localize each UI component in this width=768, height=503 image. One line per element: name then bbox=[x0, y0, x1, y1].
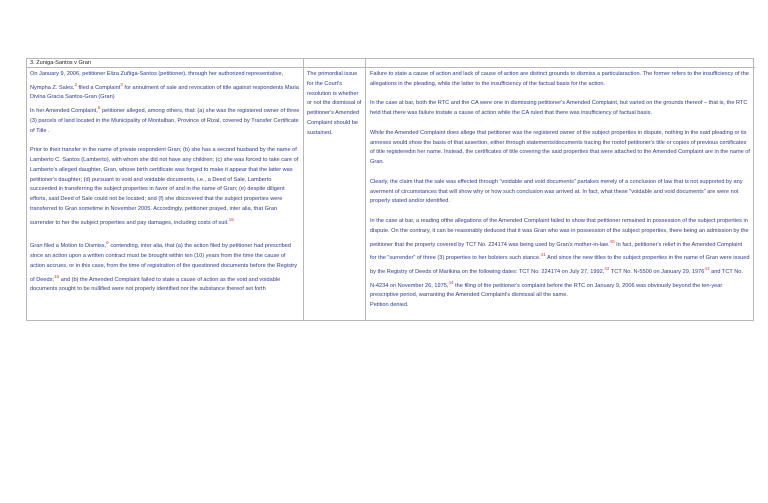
footnote-ref[interactable]: 3 bbox=[120, 81, 123, 87]
facts-paragraph bbox=[30, 70, 300, 103]
header-cell-facts bbox=[27, 59, 304, 68]
facts-text: for annulment of sale and revocation of title against respondents Maria Divina Gracia Santos-Gran (Gran) bbox=[30, 84, 299, 101]
ruling-paragraph: While the Amended Complaint does allege that petitioner was the registered owner of the subject properties in dispute, nothing in the said pleading or its annexes would show the basis of that assertion, either through statements/documents tracing the rootof petitioner's title or copies of previous certificates of title registeredin her name. Instead, the certificates of title covering the said properties that were attached to the Amended Complaint are in the name of Gran. bbox=[370, 129, 750, 166]
paragraph-gap bbox=[30, 137, 300, 147]
ruling-text: and TCT No. N-4234 on November 26, 1975, bbox=[370, 268, 743, 289]
ruling-paragraph bbox=[370, 217, 750, 301]
ruling-paragraph: Clearly, the claim that the sale was effected through "voidable and void documents" partakes merely of a conclusion of law that is not supported by any averment of circumstances that will show why or how such conclusion was arrived at. In fact, what these "voidable and void documents" are were not properly stated and/or identified. bbox=[370, 178, 743, 205]
facts-text: petitioner alleged, among others, that: (a) she was the registered owner of three (3) parcels of land located in the Municipality of Montalban, Province of Rizal, covered by Transfer Certificate of Title . bbox=[30, 108, 300, 134]
header-cell-issue bbox=[304, 59, 366, 68]
facts-text: Prior to their transfer in the name of private respondent Gran; (b) she has a second husband by the name of Lamberto C. Santos (Lamberto), with whom she did not have any children; (c) she was forced to take care of Lamberto's alleged daughter, Gran, whose birth certificate was forged to make it appear that the latter was petitioner's daughter; (d) pursuant to void and voidable documents, i.e., a Deed of Sale, Lamberto succeeded in transferring the subject properties in favor of and in the name of Gran; (e) despite diligent efforts, said Deed of Sale could not be located; and (f) she discovered that the subject properties were transferred to Gran sometime in November 2005. Accordingly, petitioner prayed, inter alia, that Gran surrender to her the subject properties and pay damages, including costs of suit. bbox=[30, 147, 299, 226]
footnote-ref[interactable]: 16 bbox=[53, 273, 60, 279]
ruling-column bbox=[366, 68, 755, 320]
ruling-paragraph: Failure to state a cause of action and lack of cause of action are distinct grounds to dismiss a particularaction. The former refers to the insufficiency of the allegations in the pleading, while the latter to the insufficiency of the factual basis for the action. bbox=[370, 71, 749, 87]
paragraph-gap bbox=[30, 229, 300, 239]
facts-paragraph bbox=[30, 146, 300, 228]
facts-paragraph bbox=[30, 103, 300, 136]
facts-paragraph bbox=[30, 238, 300, 295]
footnote-ref[interactable]: 41 bbox=[540, 252, 546, 258]
ruling-text: In the case at bar, a reading ofthe allegations of the Amended Complaint failed to show that petitioner remained in possession of the subject properties in dispute. On the contrary, it can be reasonably deduced that it was Gran who was in possession of the subject properties, there being an admission by the petitioner that the property covered by TCT No. 224174 was being used by Gran's mother-in-law. bbox=[370, 217, 749, 248]
footnote-ref[interactable]: 2 bbox=[74, 81, 78, 87]
footnote-ref[interactable]: 5 bbox=[97, 105, 101, 111]
footnote-ref[interactable]: 43 bbox=[704, 265, 710, 271]
ruling-text: In fact, petitioner's relief in the Amended Complaint for the "surrender" of three (3) properties to her bolsters such stance. bbox=[370, 241, 743, 262]
facts-text: contending, inter alia, that (a) the action filed by petitioner had prescribed since an action upon a written contract must be brought within ten (10) years from the time the cause of action accrues, or in this case, from the time of registration of the questioned documents before the Registry of Deeds; bbox=[30, 243, 298, 283]
facts-text: and (b) the Amended Complaint failed to state a cause of action as the void and voidable documents sought to be nullified were not properly identified nor the substance thereof set forth bbox=[30, 276, 281, 293]
facts-column bbox=[27, 68, 304, 320]
issue-column bbox=[304, 68, 366, 320]
facts-text: Gran filed a Motion to Dismiss, bbox=[30, 243, 107, 250]
ruling-text: TCT No. N-5500 on January 29, 1976 bbox=[609, 268, 705, 275]
issue-text: The primordial issue for the Court's resolution is whether or not the dismissal of petitioner's Amended Complaint should be sustained. bbox=[307, 71, 362, 136]
case-digest-table bbox=[26, 58, 754, 321]
facts-text: On January 9, 2006, petitioner Eliza Zuñiga-Santos (petitioner), through her authorized representative, Nympha Z. Sales, bbox=[30, 71, 284, 91]
facts-text: filed a Complaint bbox=[77, 84, 121, 91]
footnote-ref[interactable]: 44 bbox=[448, 279, 454, 285]
footnote-ref[interactable]: 15 bbox=[228, 216, 234, 222]
footnote-ref[interactable]: 42 bbox=[604, 265, 610, 271]
facts-text: In her Amended Complaint, bbox=[30, 108, 98, 115]
paragraph-gap bbox=[370, 119, 750, 129]
case-title: 3. Zuniga-Santos v Gran bbox=[30, 60, 91, 66]
ruling-disposition: Petition denied. bbox=[370, 301, 409, 308]
paragraph-gap bbox=[370, 90, 750, 100]
ruling-paragraph: In the case at bar, both the RTC and the CA were one in dismissing petitioner's Amended Complaint, but varied on the grounds thereof – that is, the RTC held that there was failure tostate a cause of action while the CA ruled that there was insufficiency of factual basis. bbox=[370, 100, 748, 117]
footnote-ref[interactable]: 40 bbox=[609, 238, 615, 244]
header-cell-ruling bbox=[366, 59, 755, 68]
paragraph-gap bbox=[370, 168, 750, 178]
footnote-ref[interactable]: 6 bbox=[106, 240, 109, 246]
ruling-text: And since the new titles to the subject properties in the name of Gran were issued by the Registry of Deeds of Marikina on the following dates: TCT No. 224174 on July 27, 1992, bbox=[370, 255, 750, 275]
ruling-text: the filing of the petitioner's complaint before the RTC on January 9, 2006 was obviously beyond the ten-year prescriptive period, warranting the Amended Complaint's dismissal all the same. bbox=[370, 282, 723, 299]
paragraph-gap bbox=[370, 207, 750, 217]
